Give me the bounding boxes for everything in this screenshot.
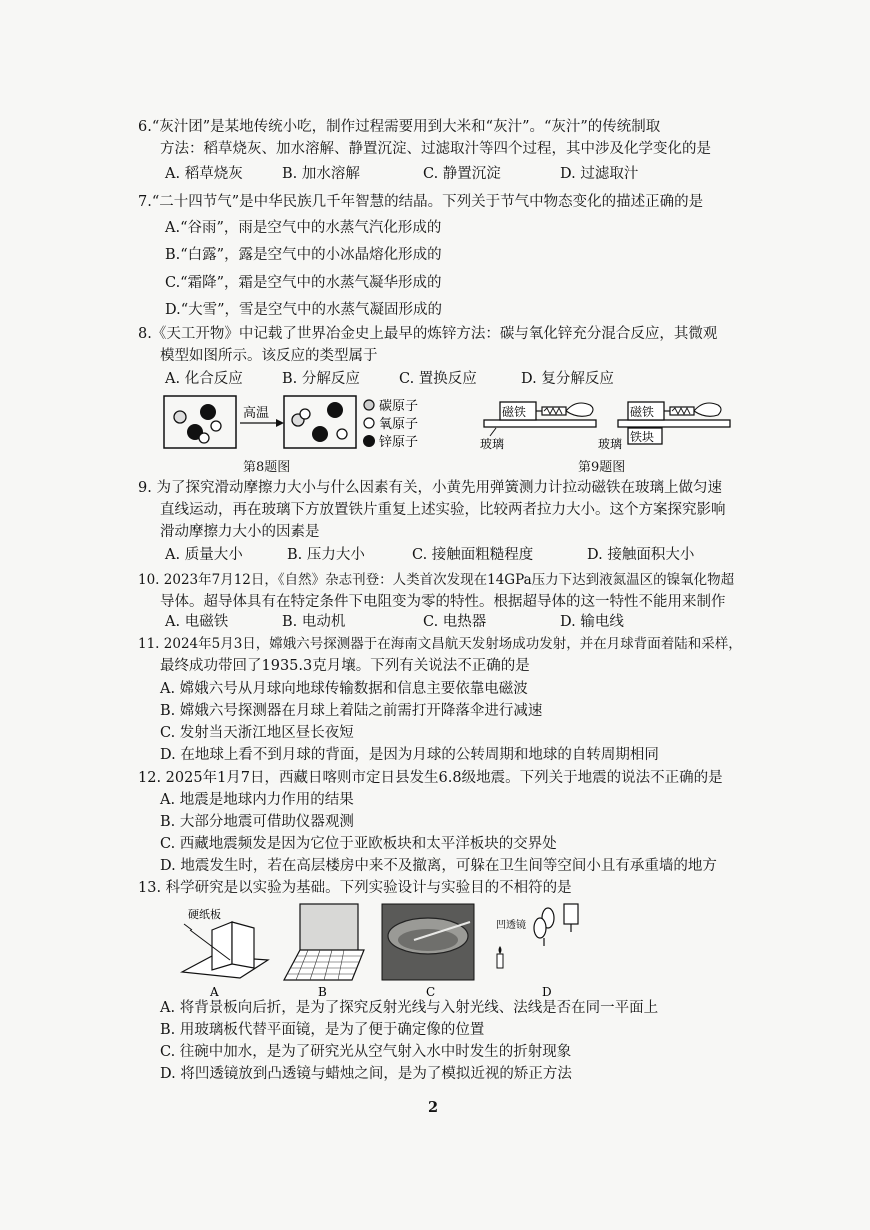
q7-option-d: D.“大雪”，雪是空气中的水蒸气凝固形成的 bbox=[165, 302, 443, 318]
q10-option-c: C. 电热器 bbox=[423, 614, 487, 630]
q8-option-d: D. 复分解反应 bbox=[521, 371, 614, 387]
q10-stem-line2: 导体。超导体具有在特定条件下电阻变为零的特性。根据超导体的这一特性不能用来制作 bbox=[160, 594, 726, 610]
q11-option-a: A. 嫦娥六号从月球向地球传输数据和信息主要依靠电磁波 bbox=[160, 681, 528, 697]
glass-label: 玻璃 bbox=[480, 437, 505, 451]
q13-option-c: C. 往碗中加水，是为了研究光从空气射入水中时发生的折射现象 bbox=[160, 1044, 572, 1060]
oxygen-atom bbox=[199, 433, 209, 443]
carbon-atom bbox=[174, 411, 186, 423]
q10-stem-line1: 10. 2023年7月12日，《自然》杂志刊登：人类首次发现在14GPa压力下达到液氮温区的镍氧化物超 bbox=[138, 572, 735, 588]
q8-option-a: A. 化合反应 bbox=[165, 371, 243, 387]
label-d: D bbox=[542, 985, 552, 999]
legend-zinc: 锌原子 bbox=[379, 435, 419, 450]
q11-option-b: B. 嫦娥六号探测器在月球上着陆之前需打开降落伞进行减速 bbox=[160, 703, 543, 719]
board-right-half bbox=[232, 922, 254, 968]
q9-stem-line2: 直线运动，再在玻璃下方放置铁片重复上述实验，比较两者拉力大小。这个方案探究影响 bbox=[160, 502, 726, 518]
q13-stem: 13. 科学研究是以实验为基础。下列实验设计与实验目的不相符的是 bbox=[138, 880, 572, 896]
q6-option-c: C. 静置沉淀 bbox=[423, 166, 501, 182]
arrow-head-icon bbox=[276, 419, 284, 427]
zinc-atom bbox=[200, 404, 216, 420]
zinc-atom bbox=[312, 426, 328, 442]
convex-lens bbox=[534, 918, 546, 938]
iron-label: 铁块 bbox=[630, 430, 655, 444]
q12-option-b: B. 大部分地震可借助仪器观测 bbox=[160, 814, 354, 830]
q13-option-a: A. 将背景板向后折，是为了探究反射光线与入射光线、法线是否在同一平面上 bbox=[160, 1000, 659, 1016]
label-b: B bbox=[318, 985, 327, 999]
glass-pointer bbox=[490, 428, 496, 436]
q7-stem: 7.“二十四节气”是中华民族几千年智慧的结晶。下列关于节气中物态变化的描述正确的是 bbox=[138, 194, 704, 210]
q6-stem-line2: 方法：稻草烧灰、加水溶解、静置沉淀、过滤取汁等四个过程，其中涉及化学变化的是 bbox=[160, 141, 711, 157]
q9-option-d: D. 接触面积大小 bbox=[587, 547, 695, 563]
q12-option-a: A. 地震是地球内力作用的结果 bbox=[160, 792, 354, 808]
q9-stem-line3: 滑动摩擦力大小的因素是 bbox=[160, 524, 320, 540]
q6-option-d: D. 过滤取汁 bbox=[560, 166, 639, 182]
oxygen-atom bbox=[337, 429, 347, 439]
glass-label: 玻璃 bbox=[598, 437, 623, 451]
glass-plate bbox=[618, 420, 730, 427]
ray-arrow-icon bbox=[184, 924, 192, 930]
q9-friction-figure bbox=[478, 392, 748, 454]
q12-option-c: C. 西藏地震频发是因为它位于亚欧板块和太平洋板块的交界处 bbox=[160, 836, 557, 852]
bowl-water bbox=[398, 929, 458, 951]
q13-option-d: D. 将凹透镜放到凸透镜与蜡烛之间，是为了模拟近视的矫正方法 bbox=[160, 1066, 572, 1082]
screen bbox=[564, 904, 578, 924]
glass-plate bbox=[300, 904, 358, 952]
board-left-half bbox=[212, 922, 232, 970]
magnet-label: 磁铁 bbox=[502, 405, 527, 419]
arrow-label: 高温 bbox=[243, 406, 270, 421]
oxygen-atom bbox=[211, 421, 221, 431]
q8-option-c: C. 置换反应 bbox=[399, 371, 477, 387]
q11-stem-line2: 最终成功带回了1935.3克月壤。下列有关说法不正确的是 bbox=[160, 658, 530, 674]
q6-option-a: A. 稻草烧灰 bbox=[165, 166, 243, 182]
q10-option-a: A. 电磁铁 bbox=[165, 614, 229, 630]
label-c: C bbox=[426, 985, 436, 999]
q12-stem: 12. 2025年1月7日，西藏日喀则市定日县发生6.8级地震。下列关于地震的说法不正确的是 bbox=[138, 770, 723, 786]
q9-option-a: A. 质量大小 bbox=[165, 547, 243, 563]
fig8-caption: 第8题图 bbox=[243, 460, 291, 475]
candle bbox=[497, 954, 503, 968]
magnet-label: 磁铁 bbox=[630, 405, 655, 419]
q11-stem-line1: 11. 2024年5月3日，嫦娥六号探测器于在海南文昌航天发射场成功发射，并在月球背面着陆和采样， bbox=[138, 636, 742, 652]
board-label: 硬纸板 bbox=[188, 908, 221, 921]
q8-option-b: B. 分解反应 bbox=[282, 371, 360, 387]
q7-option-a: A.“谷雨”，雨是空气中的水蒸气汽化形成的 bbox=[165, 220, 442, 236]
q10-option-b: B. 电动机 bbox=[282, 614, 346, 630]
fig9-caption: 第9题图 bbox=[578, 460, 626, 475]
lens-label: 凹透镜 bbox=[496, 920, 526, 931]
q10-option-d: D. 输电线 bbox=[560, 614, 624, 630]
q7-option-b: B.“白露”，露是空气中的小冰晶熔化形成的 bbox=[165, 247, 442, 263]
grid-paper bbox=[284, 950, 364, 980]
q13-experiment-figure bbox=[170, 900, 590, 1000]
q6-option-b: B. 加水溶解 bbox=[282, 166, 360, 182]
legend-carbon: 碳原子 bbox=[379, 399, 419, 414]
flame-icon bbox=[499, 946, 502, 954]
legend-oxygen: 氧原子 bbox=[379, 417, 419, 432]
glass-plate bbox=[484, 420, 596, 427]
q13-option-b: B. 用玻璃板代替平面镜，是为了便于确定像的位置 bbox=[160, 1022, 485, 1038]
q8-stem-line2: 模型如图所示。该反应的类型属于 bbox=[160, 348, 378, 364]
q8-reaction-figure bbox=[160, 392, 460, 454]
zinc-atom bbox=[327, 402, 343, 418]
oxygen-atom bbox=[300, 409, 310, 419]
legend-oxygen-icon bbox=[364, 418, 374, 428]
q9-stem-line1: 9. 为了探究滑动摩擦力大小与什么因素有关，小黄先用弹簧测力计拉动磁铁在玻璃上做匀速 bbox=[138, 480, 722, 496]
q11-option-c: C. 发射当天浙江地区昼长夜短 bbox=[160, 725, 354, 741]
q11-option-d: D. 在地球上看不到月球的背面，是因为月球的公转周期和地球的自转周期相同 bbox=[160, 747, 659, 763]
page-number: 2 bbox=[428, 1099, 439, 1116]
legend-zinc-icon bbox=[363, 435, 375, 447]
q6-stem-line1: 6.“灰汁团”是某地传统小吃，制作过程需要用到大米和“灰汁”。“灰汁”的传统制取 bbox=[138, 119, 661, 135]
q8-stem-line1: 8.《天工开物》中记载了世界冶金史上最早的炼锌方法：碳与氧化锌充分混合反应，其微观 bbox=[138, 326, 718, 342]
legend-carbon-icon bbox=[364, 400, 374, 410]
hand-icon bbox=[566, 403, 593, 416]
q12-option-d: D. 地震发生时，若在高层楼房中来不及撤离，可躲在卫生间等空间小且有承重墙的地方 bbox=[160, 858, 717, 874]
q9-option-c: C. 接触面粗糙程度 bbox=[412, 547, 534, 563]
q9-option-b: B. 压力大小 bbox=[287, 547, 365, 563]
hand-icon bbox=[694, 403, 721, 416]
label-a: A bbox=[210, 985, 219, 999]
q7-option-c: C.“霜降”，霜是空气中的水蒸气凝华形成的 bbox=[165, 275, 442, 291]
